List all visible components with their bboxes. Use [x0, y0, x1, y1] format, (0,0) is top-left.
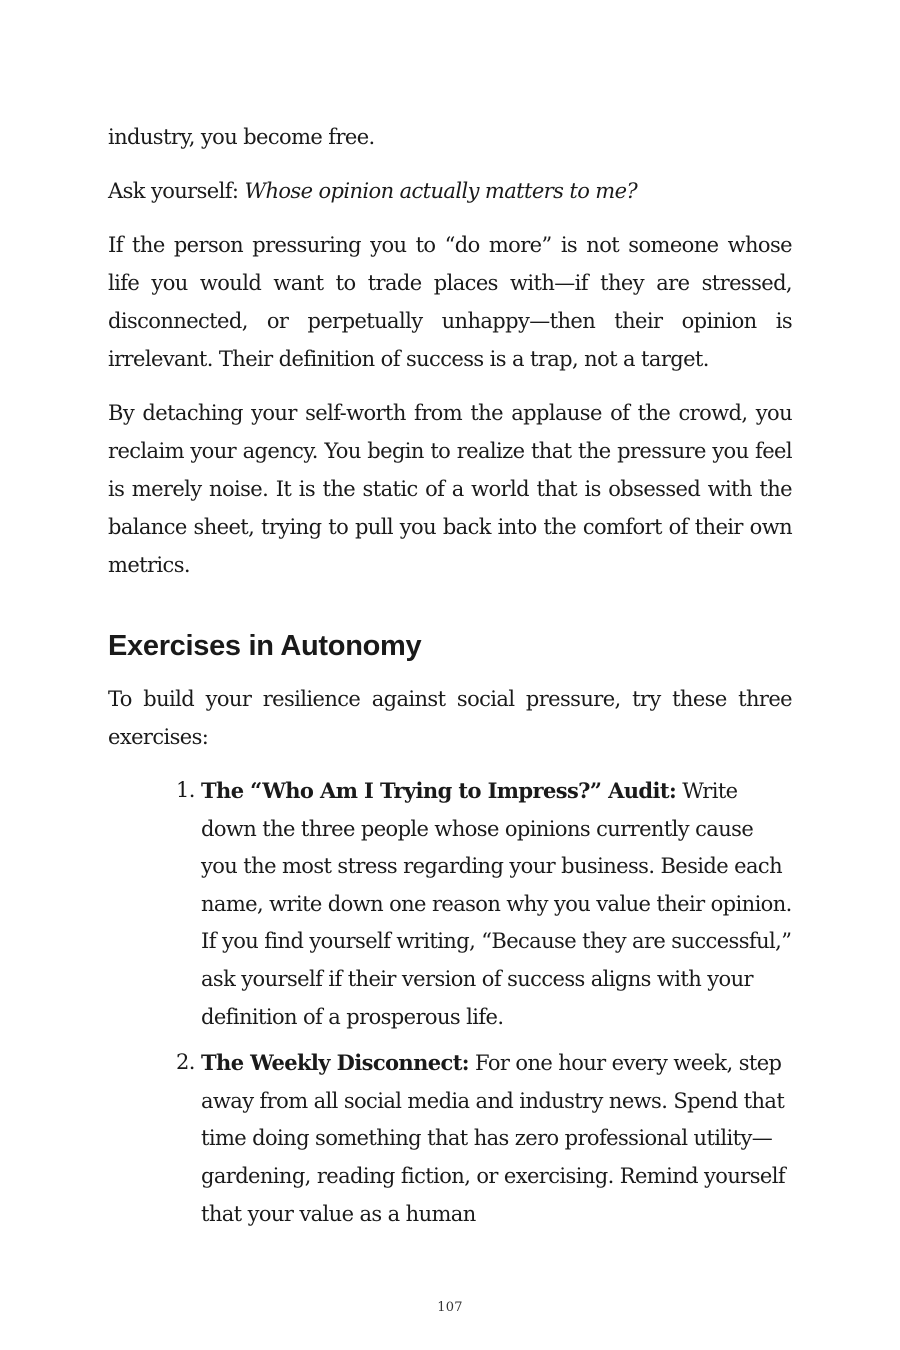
list-item-text: For one hour every week, step away from all social media and industry news. Spend that time doing something that has zero professional utility—gardening, reading fiction, or exercising. Remind yourself that your value as a human	[201, 1051, 786, 1226]
paragraph-detaching: By detaching your self-worth from the applause of the crowd, you reclaim your agency. You begin to realize that the pressure you feel is merely noise. It is the static of a world that is obsessed with the balance sheet, trying to pull you back into the comfort of their own metrics.	[108, 401, 792, 577]
list-item-number: 2.	[176, 1050, 195, 1075]
paragraph-question	[108, 172, 792, 210]
list-item-title: The Weekly Disconnect:	[201, 1050, 469, 1076]
question-italic: Whose opinion actually matters to me?	[244, 179, 638, 203]
list-item-text: Write down the three people whose opinions currently cause you the most stress regarding your business. Beside each name, write down one reason why you value their opinion. If you find yourself writing, “Because they are successful,” ask yourself if their version of success aligns with your definition of a prosperous life.	[201, 779, 792, 1029]
section-intro: To build your resilience against social pressure, try these three exercises:	[108, 687, 792, 749]
list-item	[108, 772, 792, 1036]
paragraph-pressure: If the person pressuring you to “do more” is not someone whose life you would want to trade places with—if they are stressed, disconnected, or perpetually unhappy—then their opinion is irrelevant. Their definition of success is a trap, not a target.	[108, 233, 792, 371]
list-item	[108, 1044, 792, 1233]
section-heading: Exercises in Autonomy	[108, 630, 422, 662]
list-item-title: The “Who Am I Trying to Impress?” Audit:	[201, 778, 677, 803]
paragraph-continuation: industry, you become free.	[108, 125, 375, 149]
page-number: 107	[437, 1300, 463, 1315]
list-item-number: 1.	[176, 778, 195, 802]
question-prefix: Ask yourself:	[108, 179, 245, 203]
exercise-list	[108, 772, 792, 1233]
page-body	[108, 118, 792, 1241]
